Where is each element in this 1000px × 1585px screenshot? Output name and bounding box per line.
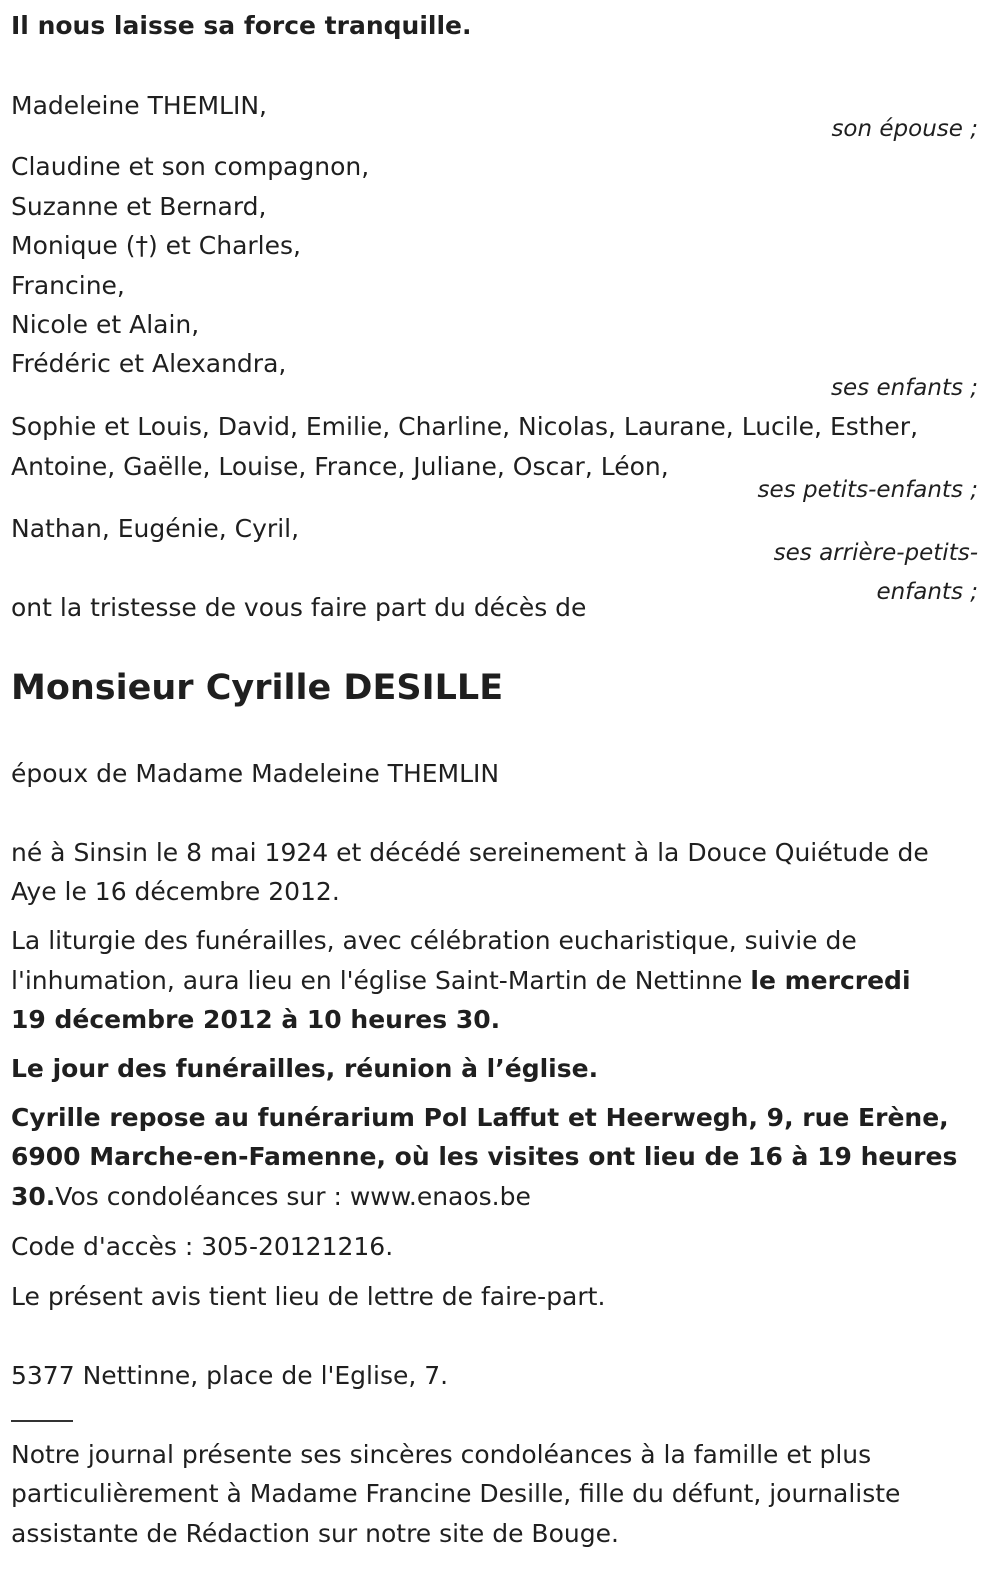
journal-line: particulièrement à Madame Francine Desille, fille du défunt, journaliste [11, 1479, 901, 1508]
children-role: ses enfants ; [831, 375, 978, 401]
repose-hour-end: 30. [11, 1182, 56, 1211]
child-name: Monique (†) et Charles, [11, 231, 301, 260]
child-name: Claudine et son compagnon, [11, 152, 370, 181]
funeral-date-time: 19 décembre 2012 à 10 heures 30. [11, 1005, 501, 1034]
repose-line: 6900 Marche-en-Famenne, où les visites ont lieu de 16 à 19 heures [11, 1142, 958, 1171]
meeting: Le jour des funérailles, réunion à l’église. [11, 1054, 599, 1083]
condolences-website: Vos condoléances sur : www.enaos.be [55, 1182, 531, 1211]
child-name: Frédéric et Alexandra, [11, 349, 287, 378]
grandchildren-line: Antoine, Gaëlle, Louise, France, Juliane, Oscar, Léon, [11, 452, 669, 481]
child-name: Nicole et Alain, [11, 310, 200, 339]
spouse-role: son épouse ; [831, 116, 978, 142]
deceased-name: Monsieur Cyrille DESILLE [11, 668, 504, 708]
divider [11, 1420, 73, 1422]
birth-death-line: né à Sinsin le 8 mai 1924 et décédé sereinement à la Douce Quiétude de [11, 838, 929, 867]
great-grandchildren-names: Nathan, Eugénie, Cyril, [11, 514, 300, 543]
spouse-name: Madeleine THEMLIN, [11, 91, 267, 120]
notice: Le présent avis tient lieu de lettre de faire-part. [11, 1282, 606, 1311]
access-code: Code d'accès : 305-20121216. [11, 1232, 394, 1261]
relation: époux de Madame Madeleine THEMLIN [11, 759, 500, 788]
motto: Il nous laisse sa force tranquille. [11, 11, 472, 40]
funeral-church: l'inhumation, aura lieu en l'église Saint-Martin de Nettinne [11, 966, 751, 995]
announcement: ont la tristesse de vous faire part du décès de [11, 593, 587, 622]
grandchildren-line: Sophie et Louis, David, Emilie, Charline, Nicolas, Laurane, Lucile, Esther, [11, 412, 919, 441]
repose-line [11, 1177, 531, 1217]
great-grandchildren-role-cont: enfants ; [876, 579, 978, 605]
address: 5377 Nettinne, place de l'Eglise, 7. [11, 1361, 449, 1390]
journal-line: Notre journal présente ses sincères condoléances à la famille et plus [11, 1440, 872, 1469]
child-name: Suzanne et Bernard, [11, 192, 267, 221]
child-name: Francine, [11, 271, 125, 300]
great-grandchildren-role: ses arrière-petits- [773, 540, 978, 566]
funeral-line: La liturgie des funérailles, avec célébration eucharistique, suivie de [11, 926, 857, 955]
funeral-line [11, 961, 911, 1001]
repose-line: Cyrille repose au funérarium Pol Laffut et Heerwegh, 9, rue Erène, [11, 1103, 949, 1132]
birth-death-line: Aye le 16 décembre 2012. [11, 877, 340, 906]
funeral-day: le mercredi [750, 966, 911, 995]
journal-line: assistante de Rédaction sur notre site de Bouge. [11, 1519, 619, 1548]
grandchildren-role: ses petits-enfants ; [757, 477, 978, 503]
